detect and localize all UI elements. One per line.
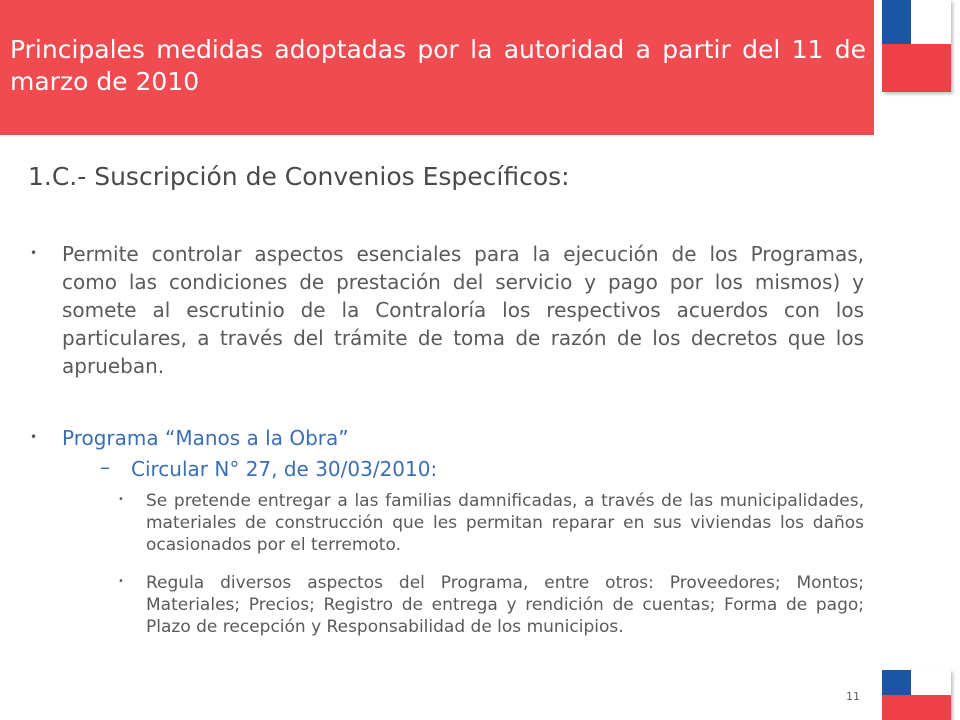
- slide-title: Principales medidas adoptadas por la autoridad a partir del 11 de marzo de 2010: [10, 35, 866, 96]
- bullet-dot: •: [30, 430, 38, 444]
- sub-sub-bullet-dot: •: [118, 576, 124, 587]
- bullet-text-2: Programa “Manos a la Obra”: [62, 426, 349, 450]
- bullet-text-1: Permite controlar aspectos esenciales para la ejecución de los Programas, como las condiciones de prestación del servicio y pago por los mismos) y somete al escrutinio de la Contraloría los respectivos acuerdos con los particulares, a través del trámite de toma de razón de los decretos que los aprueban.: [62, 242, 864, 378]
- flag-blue-block: [882, 670, 911, 695]
- sub-sub-bullet-dot: •: [118, 494, 124, 505]
- section-heading: 1.C.- Suscripción de Convenios Específicos:: [28, 162, 570, 191]
- sub-sub-bullet-text-2: Regula diversos aspectos del Programa, entre otros: Proveedores; Montos; Materiales; Precios; Registro de entrega y rendición de cuentas; Forma de pago; Plazo de recepción y Responsabilidad de los municipios.: [146, 573, 864, 637]
- chile-flag-logo-bottom: [882, 670, 951, 720]
- chile-flag-logo-top: [882, 0, 951, 92]
- page-number: 11: [846, 690, 860, 703]
- sub-sub-bullet-text-1: Se pretende entregar a las familias damnificadas, a través de las municipalidades, materiales de construcción que les permitan reparar en sus viviendas los daños ocasionados por el terremoto.: [146, 491, 864, 555]
- flag-white-block: [911, 670, 951, 695]
- sub-bullet-dash: –: [100, 455, 110, 479]
- flag-red-block: [882, 44, 951, 92]
- flag-red-block: [882, 695, 951, 720]
- sub-bullet-text: Circular N° 27, de 30/03/2010:: [131, 457, 438, 481]
- flag-white-block: [911, 0, 951, 44]
- flag-blue-block: [882, 0, 911, 44]
- bullet-dot: •: [30, 246, 38, 260]
- title-bar: [0, 0, 874, 135]
